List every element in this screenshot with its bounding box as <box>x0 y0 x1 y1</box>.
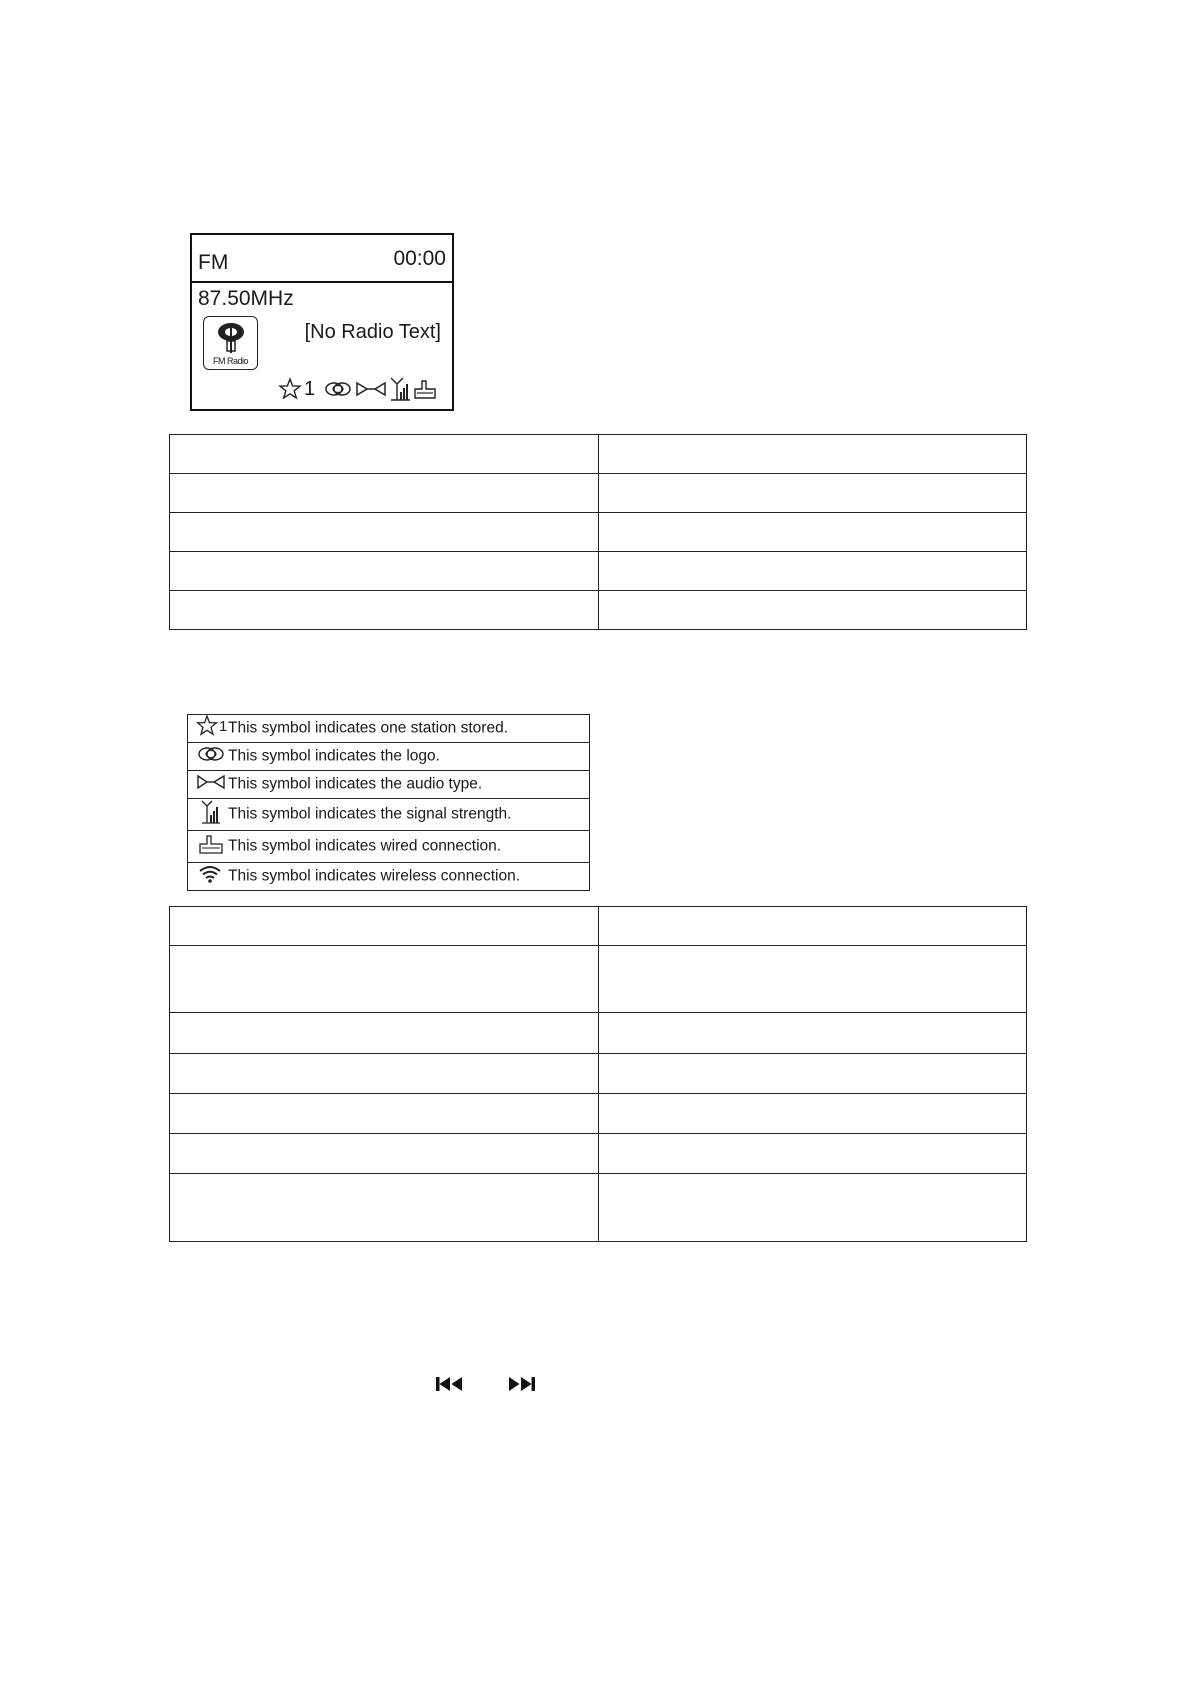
table-cell <box>170 1094 599 1134</box>
audio-type-icon <box>355 379 387 399</box>
table-cell <box>598 1134 1027 1174</box>
table-row <box>170 946 1027 1013</box>
next-track-icon[interactable] <box>507 1376 535 1392</box>
signal-strength-icon <box>389 376 411 402</box>
table-row <box>170 474 1027 513</box>
legend-label: This symbol indicates the logo. <box>228 747 440 765</box>
wireless-connection-icon <box>196 865 228 888</box>
table-row <box>170 1094 1027 1134</box>
legend-row <box>188 831 590 863</box>
radio-text: [No Radio Text] <box>304 321 441 343</box>
band-label: FM <box>198 251 229 274</box>
table-cell <box>598 513 1027 552</box>
radio-tower-icon <box>216 319 246 357</box>
svg-text:1: 1 <box>219 718 228 735</box>
wired-connection-icon <box>413 378 437 400</box>
table-row <box>170 1134 1027 1174</box>
legend-row <box>188 771 590 799</box>
logo-icon <box>196 745 228 768</box>
fm-radio-screen <box>190 233 454 411</box>
table-row <box>170 1174 1027 1242</box>
legend-row <box>188 863 590 891</box>
legend-row <box>188 743 590 771</box>
table-cell <box>170 1134 599 1174</box>
status-bar <box>278 374 437 404</box>
table-row <box>170 1054 1027 1094</box>
logo-icon <box>323 379 353 399</box>
star-1-icon <box>196 715 228 742</box>
table-cell <box>598 591 1027 630</box>
table-cell <box>598 907 1027 946</box>
legend-label: This symbol indicates wired connection. <box>228 837 502 855</box>
table-row <box>170 552 1027 591</box>
table-cell <box>598 552 1027 591</box>
table-cell <box>598 435 1027 474</box>
table-cell <box>598 1174 1027 1242</box>
fm-radio-logo-label: FM Radio <box>212 356 248 366</box>
table-row <box>170 1013 1027 1054</box>
table-cell <box>170 1013 599 1054</box>
table-cell <box>170 474 599 513</box>
blank-table-1 <box>169 434 1027 630</box>
table-cell <box>598 1094 1027 1134</box>
frequency-display: 87.50MHz <box>198 287 294 310</box>
wired-connection-icon <box>196 833 228 860</box>
star-icon <box>278 377 302 401</box>
previous-track-icon[interactable] <box>436 1376 464 1392</box>
table-row <box>170 907 1027 946</box>
blank-table-2 <box>169 906 1027 1242</box>
table-cell <box>170 435 599 474</box>
legend-row <box>188 715 590 743</box>
table-cell <box>598 946 1027 1013</box>
legend-label: This symbol indicates the audio type. <box>228 775 483 793</box>
legend-label: This symbol indicates one station stored. <box>228 719 508 737</box>
table-cell <box>598 474 1027 513</box>
legend-label: This symbol indicates wireless connection. <box>228 867 521 885</box>
table-cell <box>170 552 599 591</box>
table-row <box>170 513 1027 552</box>
table-cell <box>598 1013 1027 1054</box>
table-cell <box>170 946 599 1013</box>
clock-display: 00:00 <box>393 247 446 270</box>
table-row <box>170 435 1027 474</box>
table-cell <box>170 513 599 552</box>
fm-radio-logo <box>203 316 258 370</box>
audio-type-icon <box>196 774 228 795</box>
table-cell <box>170 907 599 946</box>
fm-screen-header <box>192 235 452 283</box>
signal-strength-icon <box>196 799 228 830</box>
legend-row <box>188 799 590 831</box>
table-cell <box>598 1054 1027 1094</box>
table-cell <box>170 1174 599 1242</box>
legend-label: This symbol indicates the signal strength. <box>228 805 512 823</box>
preset-number: 1 <box>304 377 316 400</box>
table-row <box>170 591 1027 630</box>
symbol-legend <box>187 714 590 891</box>
table-cell <box>170 591 599 630</box>
table-cell <box>170 1054 599 1094</box>
